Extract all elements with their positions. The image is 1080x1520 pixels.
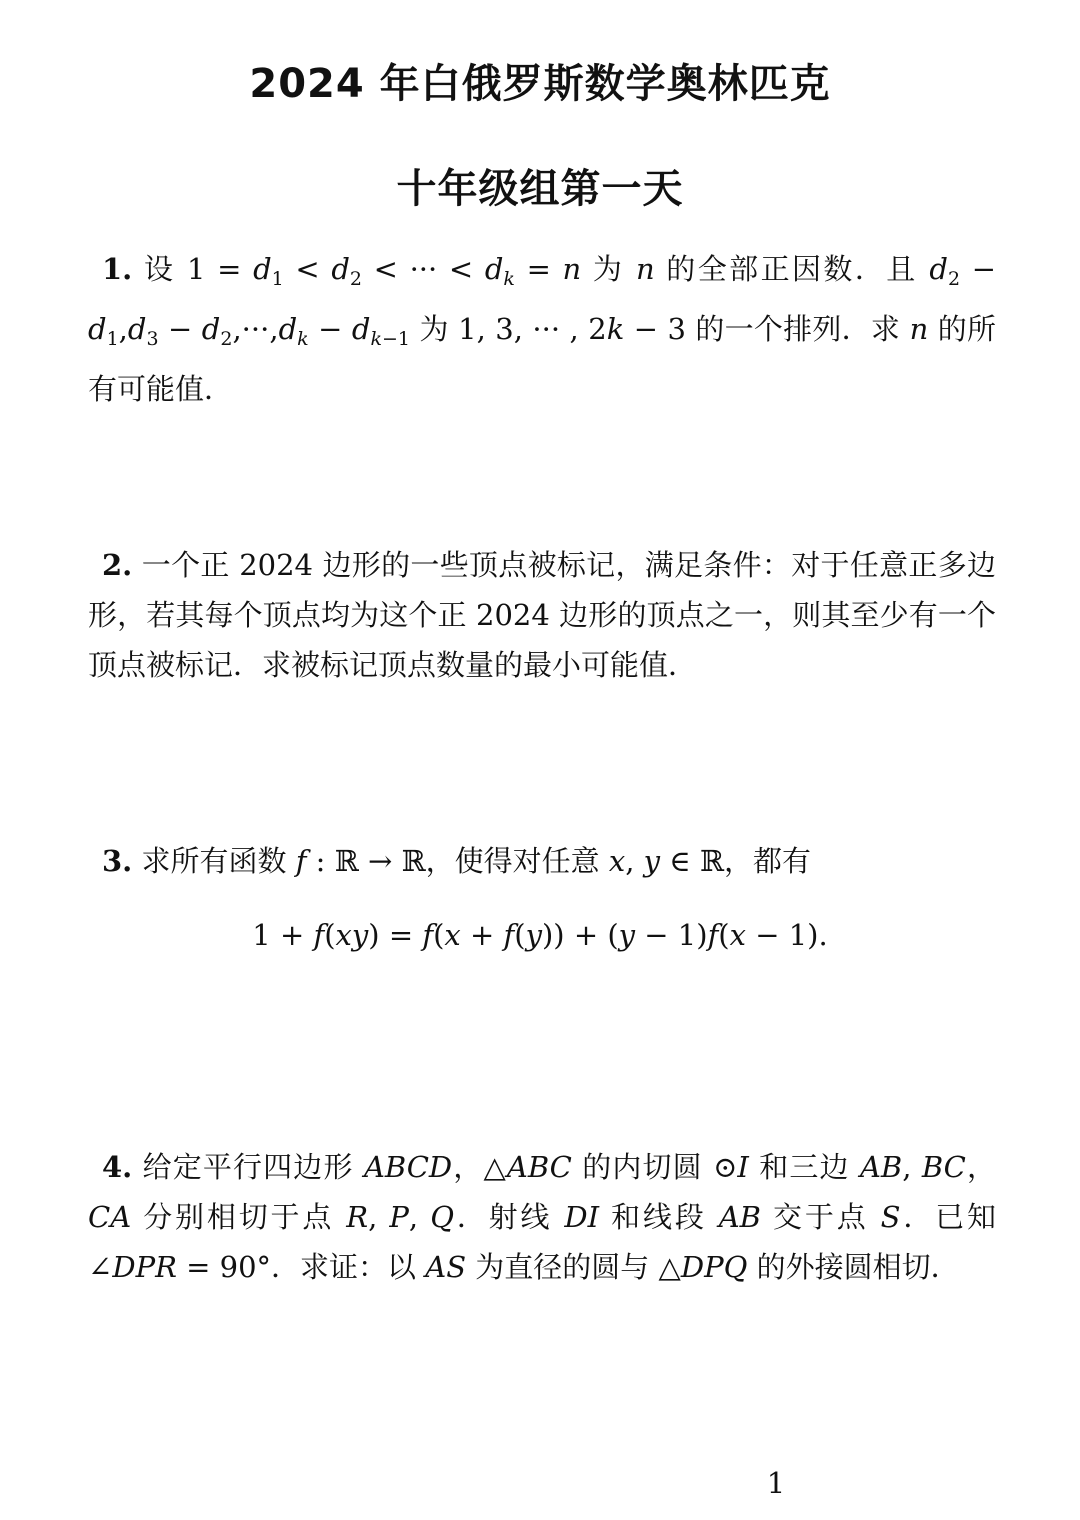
problem-3 [88,836,996,886]
problem-1-text [88,244,996,414]
problem-1-body: 设 $1 = d_1 < d_2$ < ··· < $d_k = n$ 为 n 的全部正因数．且 $d_2 - d_1,d_3 - d_2,\cdot\cdot\cdot,d_k - d_{k-1}$ 为 1, 3, ··· , 2k − 3 的一个排列．求 n 的所有可能值． [88,252,996,406]
problem-3-equation: 1 + f(xy) = f(x + f(y)) + (y − 1)f(x − 1). [252,918,828,952]
problem-4-text [88,1142,996,1292]
page-number: 1 [766,1466,786,1500]
problem-4-body: 给定平行四边形 ABCD，△ABC 的内切圆 ⊙I 和三边 AB, BC，CA 分别相切于点 R, P, Q．射线 DI 和线段 AB 交于点 S．已知 ∠DPR = 90°．求证：以 AS 为直径的圆与 △DPQ 的外接圆相切． [88,1150,997,1284]
problem-number: 2. [102,548,133,582]
problem-1 [88,244,996,414]
problem-3-body: 求所有函数 f : ℝ → ℝ，使得对任意 x, y ∈ ℝ，都有 [141,844,812,878]
problem-4 [88,1142,996,1292]
problem-2-body: 一个正 2024 边形的一些顶点被标记，满足条件：对于任意正多边形，若其每个顶点均为这个正 2024 边形的顶点之一，则其至少有一个顶点被标记．求被标记顶点数量的最小可能值． [88,548,996,682]
problem-number: 1. [102,252,133,286]
page-subtitle: 十年级组第一天 [396,166,684,212]
problem-number: 4. [102,1150,133,1184]
problem-2 [88,540,996,690]
problem-3-text [88,836,996,886]
page-title: 2024 年白俄罗斯数学奥林匹克 [249,61,831,107]
problem-number: 3. [102,844,133,878]
problem-2-text [88,540,996,690]
